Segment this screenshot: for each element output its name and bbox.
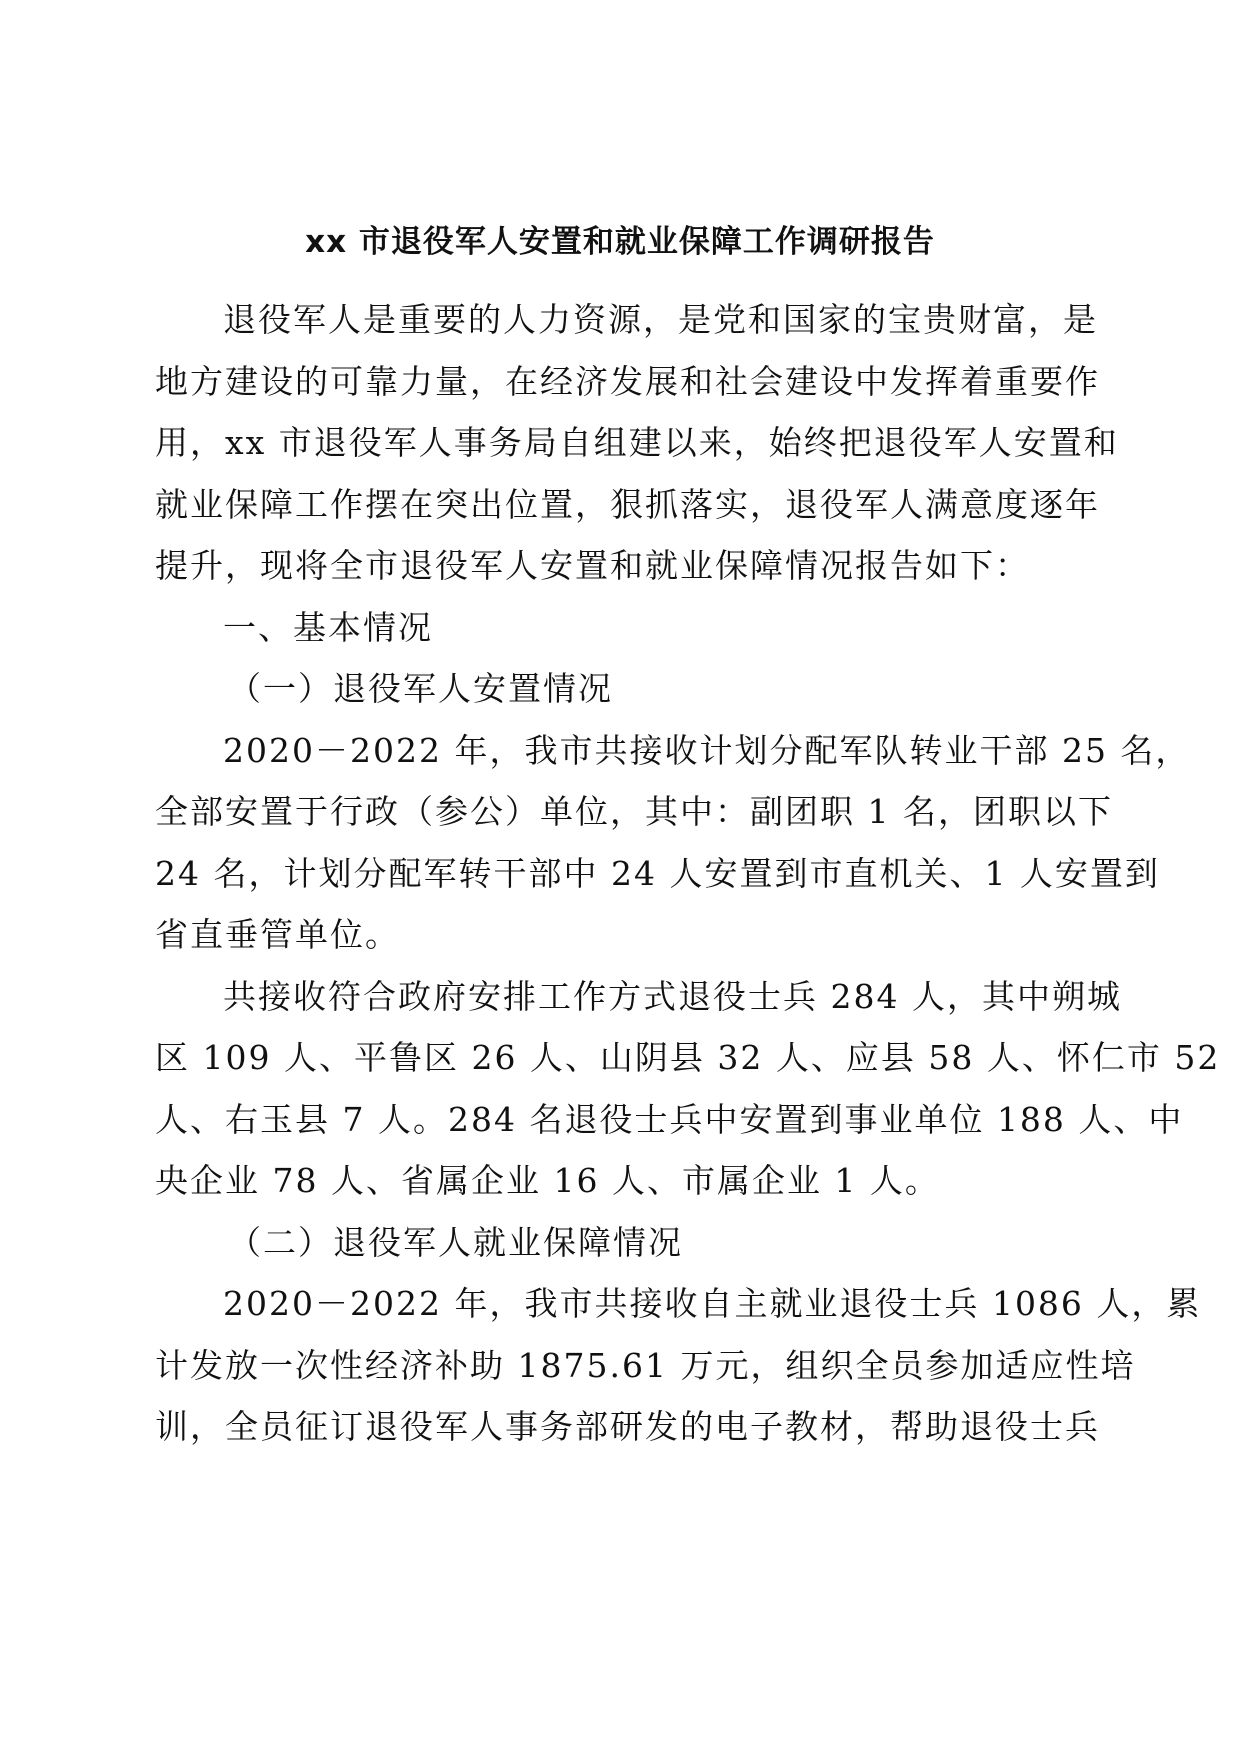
subsection-heading: （一）退役军人安置情况 bbox=[228, 669, 613, 708]
paragraph-line: 2020－2022 年，我市共接收计划分配军队转业干部 25 名， bbox=[223, 731, 1191, 770]
paragraph-line: 2020－2022 年，我市共接收自主就业退役士兵 1086 人，累 bbox=[223, 1284, 1202, 1323]
paragraph-line: 区 109 人、平鲁区 26 人、山阴县 32 人、应县 58 人、怀仁市 52 bbox=[155, 1038, 1221, 1077]
paragraph-line: 央企业 78 人、省属企业 16 人、市属企业 1 人。 bbox=[155, 1161, 940, 1200]
section-heading: 一、基本情况 bbox=[223, 608, 433, 647]
paragraph-line: 训，全员征订退役军人事务部研发的电子教材，帮助退役士兵 bbox=[155, 1407, 1100, 1446]
paragraph-line: 提升，现将全市退役军人安置和就业保障情况报告如下： bbox=[155, 546, 1030, 585]
paragraph-line: 24 名，计划分配军转干部中 24 人安置到市直机关、1 人安置到 bbox=[155, 854, 1160, 893]
paragraph-line: 全部安置于行政（参公）单位，其中：副团职 1 名，团职以下 bbox=[155, 792, 1113, 831]
paragraph-line: 就业保障工作摆在突出位置，狠抓落实，退役军人满意度逐年 bbox=[155, 485, 1100, 524]
document-title: xx 市退役军人安置和就业保障工作调研报告 bbox=[305, 224, 935, 260]
paragraph-line: 共接收符合政府安排工作方式退役士兵 284 人，其中朔城 bbox=[223, 977, 1122, 1016]
paragraph-line: 计发放一次性经济补助 1875.61 万元，组织全员参加适应性培 bbox=[155, 1346, 1136, 1385]
subsection-heading: （二）退役军人就业保障情况 bbox=[228, 1223, 683, 1262]
paragraph-line: 退役军人是重要的人力资源，是党和国家的宝贵财富，是 bbox=[223, 300, 1098, 339]
paragraph-line: 省直垂管单位。 bbox=[155, 915, 400, 954]
paragraph-line: 用，xx 市退役军人事务局自组建以来，始终把退役军人安置和 bbox=[155, 423, 1119, 462]
paragraph-line: 人、右玉县 7 人。284 名退役士兵中安置到事业单位 188 人、中 bbox=[155, 1100, 1184, 1139]
paragraph-line: 地方建设的可靠力量，在经济发展和社会建设中发挥着重要作 bbox=[155, 362, 1100, 401]
